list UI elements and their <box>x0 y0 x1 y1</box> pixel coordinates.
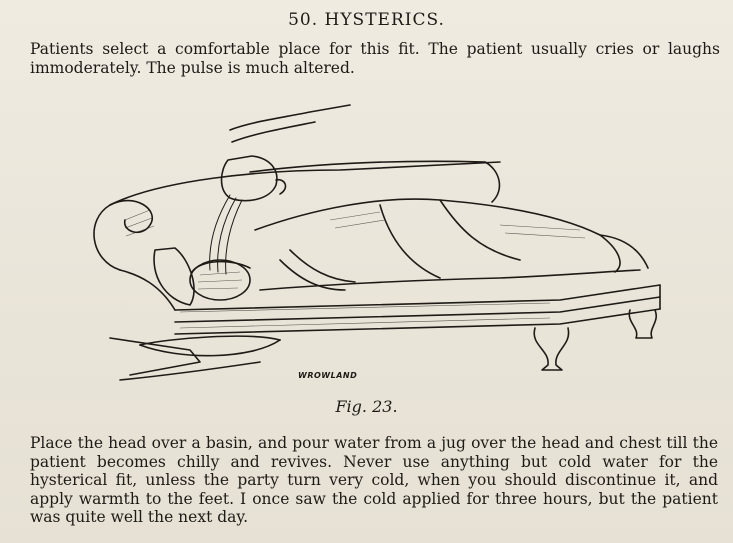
section-heading: 50. HYSTERICS. <box>288 10 445 30</box>
engraver-signature: WROWLAND <box>298 371 358 380</box>
figure-caption: Fig. 23. <box>335 397 398 416</box>
treatment-paragraph: Place the head over a basin, and pour water from a jug over the head and chest till the patient becomes chilly and revives. Never use anything but cold water for the hysterical fit, unless the party turn very cold, when you should discontinue it, and apply warmth to the feet. I once saw the cold applied for three hours, but the patient was quite well the next day. <box>30 434 718 526</box>
intro-paragraph: Patients select a comfortable place for this fit. The patient usually cries or laughs immoderately. The pulse is much altered. <box>30 40 720 77</box>
engraving-illustration <box>80 100 680 390</box>
